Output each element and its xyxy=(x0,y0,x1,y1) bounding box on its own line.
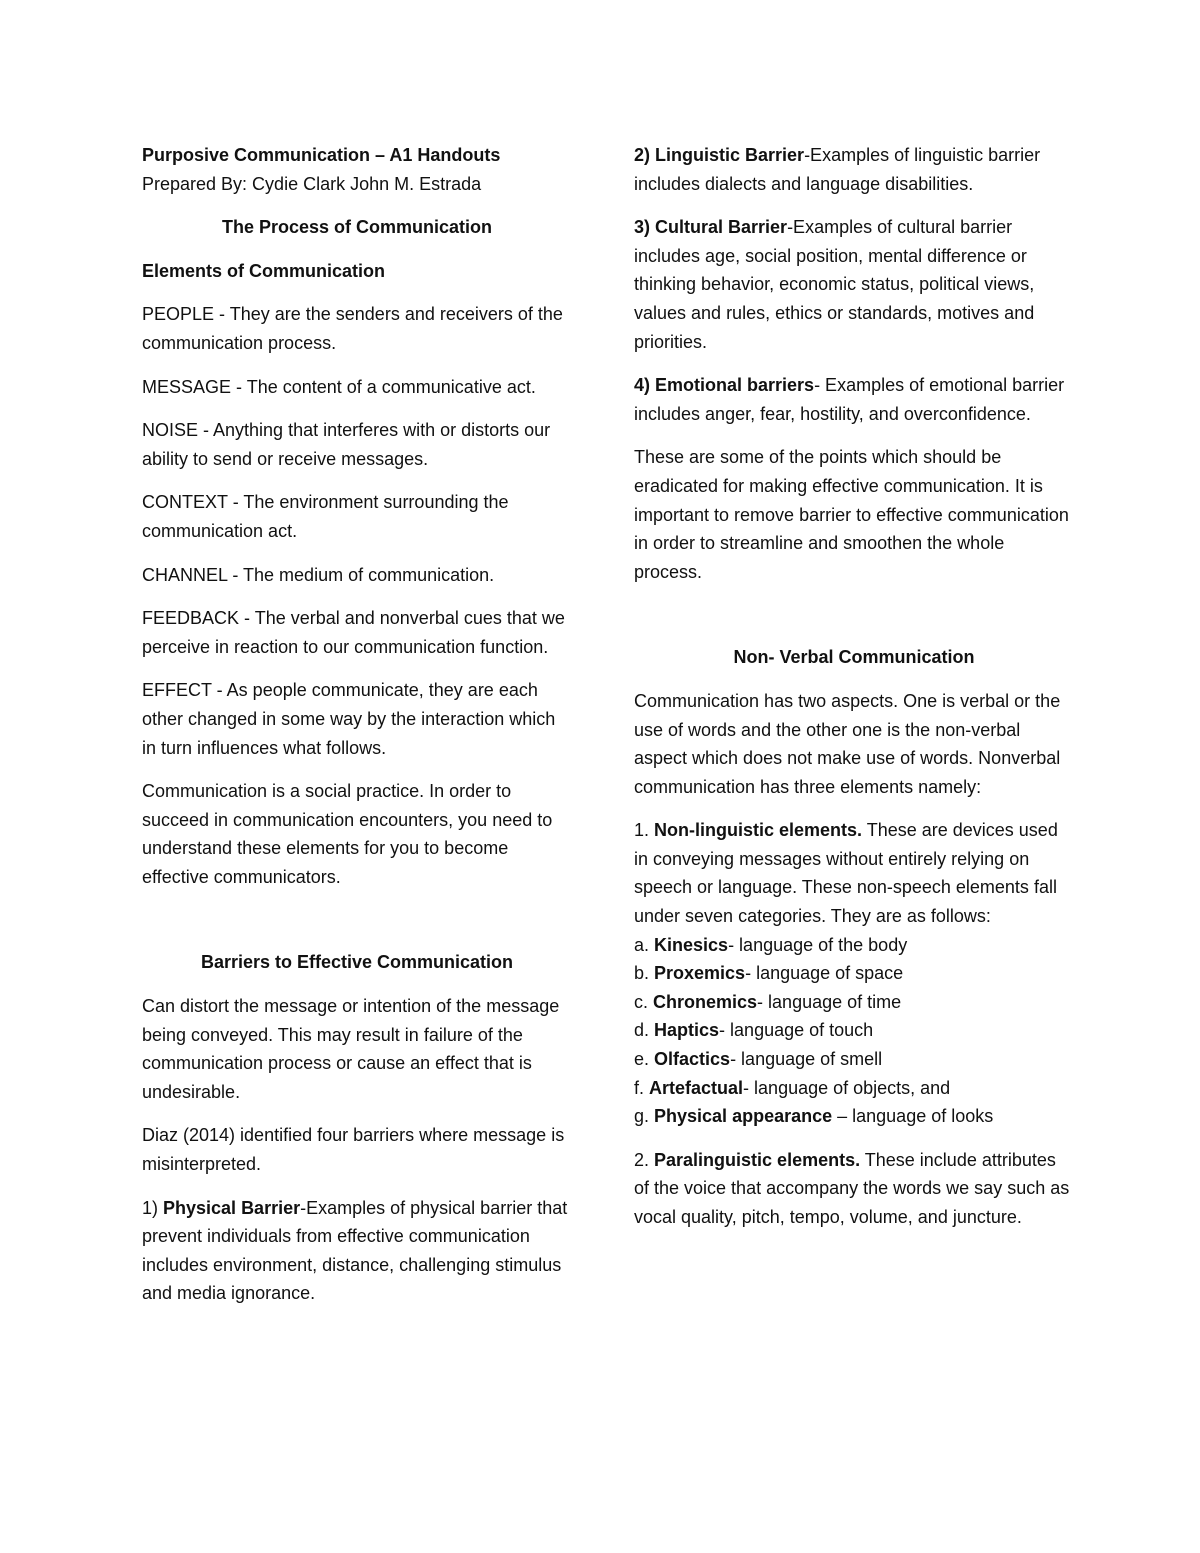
elements-subheading: Elements of Communication xyxy=(142,260,386,281)
barrier-linguistic: 2) Linguistic Barrier-Examples of linguistic barrier includes dialects and language disabilities. xyxy=(634,145,1041,194)
element-context: CONTEXT - The environment surrounding the communication act. xyxy=(142,492,509,541)
category-physical-appearance: g. Physical appearance – language of looks xyxy=(634,1106,994,1127)
nonverbal-heading: Non- Verbal Communication xyxy=(733,647,975,668)
category-kinesics: a. Kinesics- language of the body xyxy=(634,934,908,955)
barrier-cultural: 3) Cultural Barrier-Examples of cultural barrier includes age, social position, mental difference or thinking behavior, economic status, political views, values and rules, ethics or standards, motives and priorities. xyxy=(634,217,1035,352)
document-title: Purposive Communication – A1 Handouts xyxy=(142,145,501,165)
category-haptics: d. Haptics- language of touch xyxy=(634,1020,874,1041)
barrier-physical: 1) Physical Barrier-Examples of physical barrier that prevent individuals from effective communication includes environment, distance, challenging stimulus and media ignorance. xyxy=(142,1197,568,1304)
category-proxemics: b. Proxemics- language of space xyxy=(634,963,904,984)
element-channel: CHANNEL - The medium of communication. xyxy=(142,564,495,585)
right-column xyxy=(634,141,1074,1247)
barrier-emotional: 4) Emotional barriers- Examples of emotional barrier includes anger, fear, hostility, and overconfidence. xyxy=(634,375,1065,424)
element-people: PEOPLE - They are the senders and receivers of the communication process. xyxy=(142,304,563,353)
category-artefactual: f. Artefactual- language of objects, and xyxy=(634,1077,951,1098)
process-closing: Communication is a social practice. In order to succeed in communication encounters, you need to understand these elements for you to become effective communicators. xyxy=(142,781,553,887)
nonverbal-intro: Communication has two aspects. One is verbal or the use of words and the other one is the non-verbal aspect which does not make use of words. Nonverbal communication has three elements namely: xyxy=(634,690,1061,797)
element-effect: EFFECT - As people communicate, they are each other changed in some way by the interaction which in turn influences what follows. xyxy=(142,680,556,758)
category-olfactics: e. Olfactics- language of smell xyxy=(634,1049,883,1070)
barriers-heading: Barriers to Effective Communication xyxy=(200,952,514,973)
left-column xyxy=(142,141,572,1323)
element-message: MESSAGE - The content of a communicative act. xyxy=(142,376,536,397)
element-noise: NOISE - Anything that interferes with or distorts our ability to send or receive messages. xyxy=(142,420,551,469)
category-chronemics: c. Chronemics- language of time xyxy=(634,991,902,1012)
element-feedback: FEEDBACK - The verbal and nonverbal cues that we perceive in reaction to our communication function. xyxy=(142,608,565,657)
paralinguistic-elements: 2. Paralinguistic elements. These include attributes of the voice that accompany the words we say such as vocal quality, pitch, tempo, volume, and juncture. xyxy=(634,1149,1070,1227)
process-heading: The Process of Communication xyxy=(221,217,493,238)
barriers-intro: Can distort the message or intention of the message being conveyed. This may result in failure of the communication process or cause an effect that is undesirable. xyxy=(142,996,560,1102)
nonlinguistic-elements: 1. Non-linguistic elements. These are devices used in conveying messages without entirely relying on speech or language. These non-speech elements fall under seven categories. They are as follows: xyxy=(634,820,1058,927)
prepared-by: Prepared By: Cydie Clark John M. Estrada xyxy=(142,173,482,194)
barriers-diaz: Diaz (2014) identified four barriers where message is misinterpreted. xyxy=(142,1125,565,1175)
barriers-closing: These are some of the points which should be eradicated for making effective communication. It is important to remove barrier to effective communication in order to streamline and smoothen the whole process. xyxy=(634,447,1069,582)
